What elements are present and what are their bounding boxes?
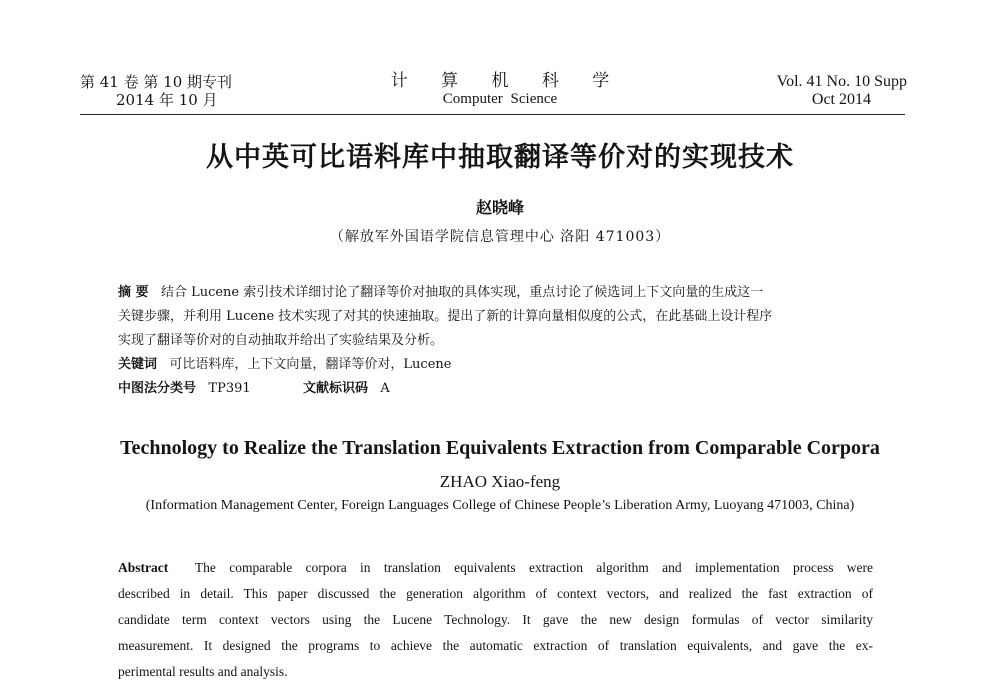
abstract-en-label: Abstract	[118, 560, 169, 575]
header-issue-info-en	[777, 73, 907, 109]
abstract-cn-line: 实现了翻译等价对的自动抽取并给出了实验结果及分析。	[118, 333, 444, 348]
doc-code-value: A	[380, 381, 390, 396]
header-volume-en: Vol. 41 No. 10 Supp	[776, 73, 907, 90]
keywords-cn	[118, 353, 873, 377]
abstract-en-line: perimental results and analysis.	[118, 664, 288, 679]
abstract-cn-line	[118, 281, 873, 305]
abstract-cn	[118, 281, 873, 401]
abstract-en-line: candidate term context vectors using the Lucene Technology. It gave the new design formulas of vector similarity	[118, 612, 873, 627]
abstract-en	[118, 555, 873, 685]
journal-name-cn: 计 算 机 科 学	[390, 71, 624, 91]
classification-line	[118, 377, 873, 401]
classification-label: 中图法分类号	[118, 381, 197, 396]
abstract-cn-line: 关键步骤，并利用 Lucene 技术实现了对其的快速抽取。提出了新的计算向量相似度的公式，在此基础上设计程序	[118, 309, 773, 324]
header-volume: 第 41 卷 第 10 期专刊	[80, 73, 233, 91]
abstract-cn-text-1: 结合 Lucene 索引技术详细讨论了翻译等价对抽取的具体实现，重点讨论了候选词上下文向量的生成这一	[160, 285, 764, 300]
keywords-cn-label: 关键词	[118, 357, 158, 372]
keywords-cn-text: 可比语料库，上下文向量，翻译等价对，Lucene	[169, 357, 452, 372]
header-date-cn: 2014 年 10 月	[116, 91, 218, 109]
paper-title-en: Technology to Realize the Translation Equivalents Extraction from Comparable Corpora	[120, 437, 880, 459]
journal-name-en: Computer Science	[442, 91, 558, 107]
abstract-en-line: described in detail. This paper discussed the generation algorithm of context vectors, and realized the fast extraction of	[118, 586, 873, 601]
affiliation-cn: （解放军外国语学院信息管理中心 洛阳 471003）	[329, 229, 671, 245]
header-rule	[80, 114, 905, 115]
abstract-cn-label: 摘 要	[118, 285, 149, 300]
abstract-en-text-1: The comparable corpora in translation equivalents extraction algorithm and implementation process were	[194, 560, 873, 575]
author-name-cn: 赵晓峰	[475, 198, 524, 217]
doc-code-label: 文献标识码	[302, 381, 368, 396]
classification-value: TP391	[208, 381, 251, 396]
header-date-en: Oct 2014	[811, 91, 871, 108]
affiliation-en: (Information Management Center, Foreign Languages College of Chinese People’s Liberation Army, Luoyang 471003, China)	[145, 498, 855, 513]
paper-title-cn: 从中英可比语料库中抽取翻译等价对的实现技术	[206, 142, 794, 173]
abstract-en-line	[118, 555, 873, 581]
abstract-en-line: measurement. It designed the programs to achieve the automatic extraction of translation equivalents, and gave the ex-	[118, 638, 873, 653]
author-name-en: ZHAO Xiao-feng	[439, 472, 561, 491]
